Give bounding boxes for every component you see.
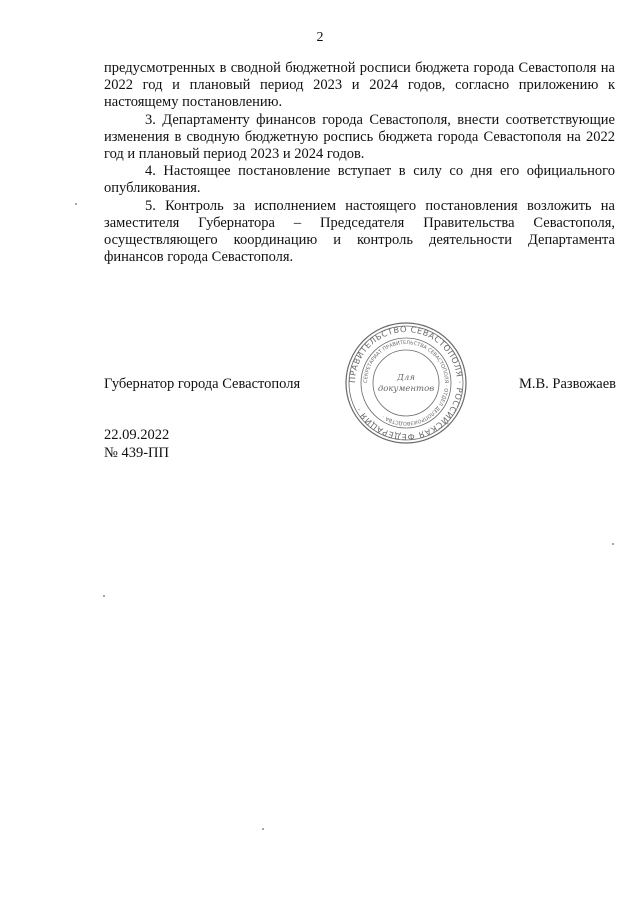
seal-outer-text: ПРАВИТЕЛЬСТВО СЕВАСТОПОЛЯ · РОССИЙСКАЯ ФЕДЕРАЦИЯ · [346, 323, 466, 443]
official-seal [343, 320, 469, 446]
document-body [104, 60, 615, 266]
seal-center-line-2: документов [377, 384, 435, 394]
scan-speck [612, 543, 614, 545]
document-number: № 439-ПП [104, 445, 169, 461]
paragraph-continuation: предусмотренных в сводной бюджетной росписи бюджета города Севастополя на 2022 год и плановый период 2023 и 2024 годов, согласно приложению к настоящему постановлению. [104, 60, 615, 111]
document-date: 22.09.2022 [104, 427, 170, 443]
paragraph-4: 4. Настоящее постановление вступает в силу со дня его официального опубликования. [104, 163, 615, 197]
seal-center-line-1: Для [397, 373, 415, 383]
scan-speck [262, 828, 264, 830]
scan-speck [103, 595, 105, 597]
seal-inner-text: СЕКРЕТАРИАТ ПРАВИТЕЛЬСТВА СЕВАСТОПОЛЯ · ОТДЕЛ ДЕЛОПРОИЗВОДСТВА · [362, 339, 450, 427]
page-number: 2 [316, 30, 324, 45]
paragraph-3: 3. Департаменту финансов города Севастополя, внести соответствующие изменения в сводную бюджетную роспись бюджета города Севастополя на 2022 год и плановый период 2023 и 2024 годов. [104, 111, 615, 163]
signatory-role: Губернатор города Севастополя [104, 376, 301, 392]
signatory-name: М.В. Развожаев [518, 376, 616, 392]
paragraph-5: 5. Контроль за исполнением настоящего постановления возложить на заместителя Губернатора – Председателя Правительства Севастополя, осуществляющего координацию и контроль деятельности Департамента финансов города Севастополя. [104, 197, 615, 266]
scan-speck [75, 203, 77, 205]
document-date-number [104, 426, 169, 462]
